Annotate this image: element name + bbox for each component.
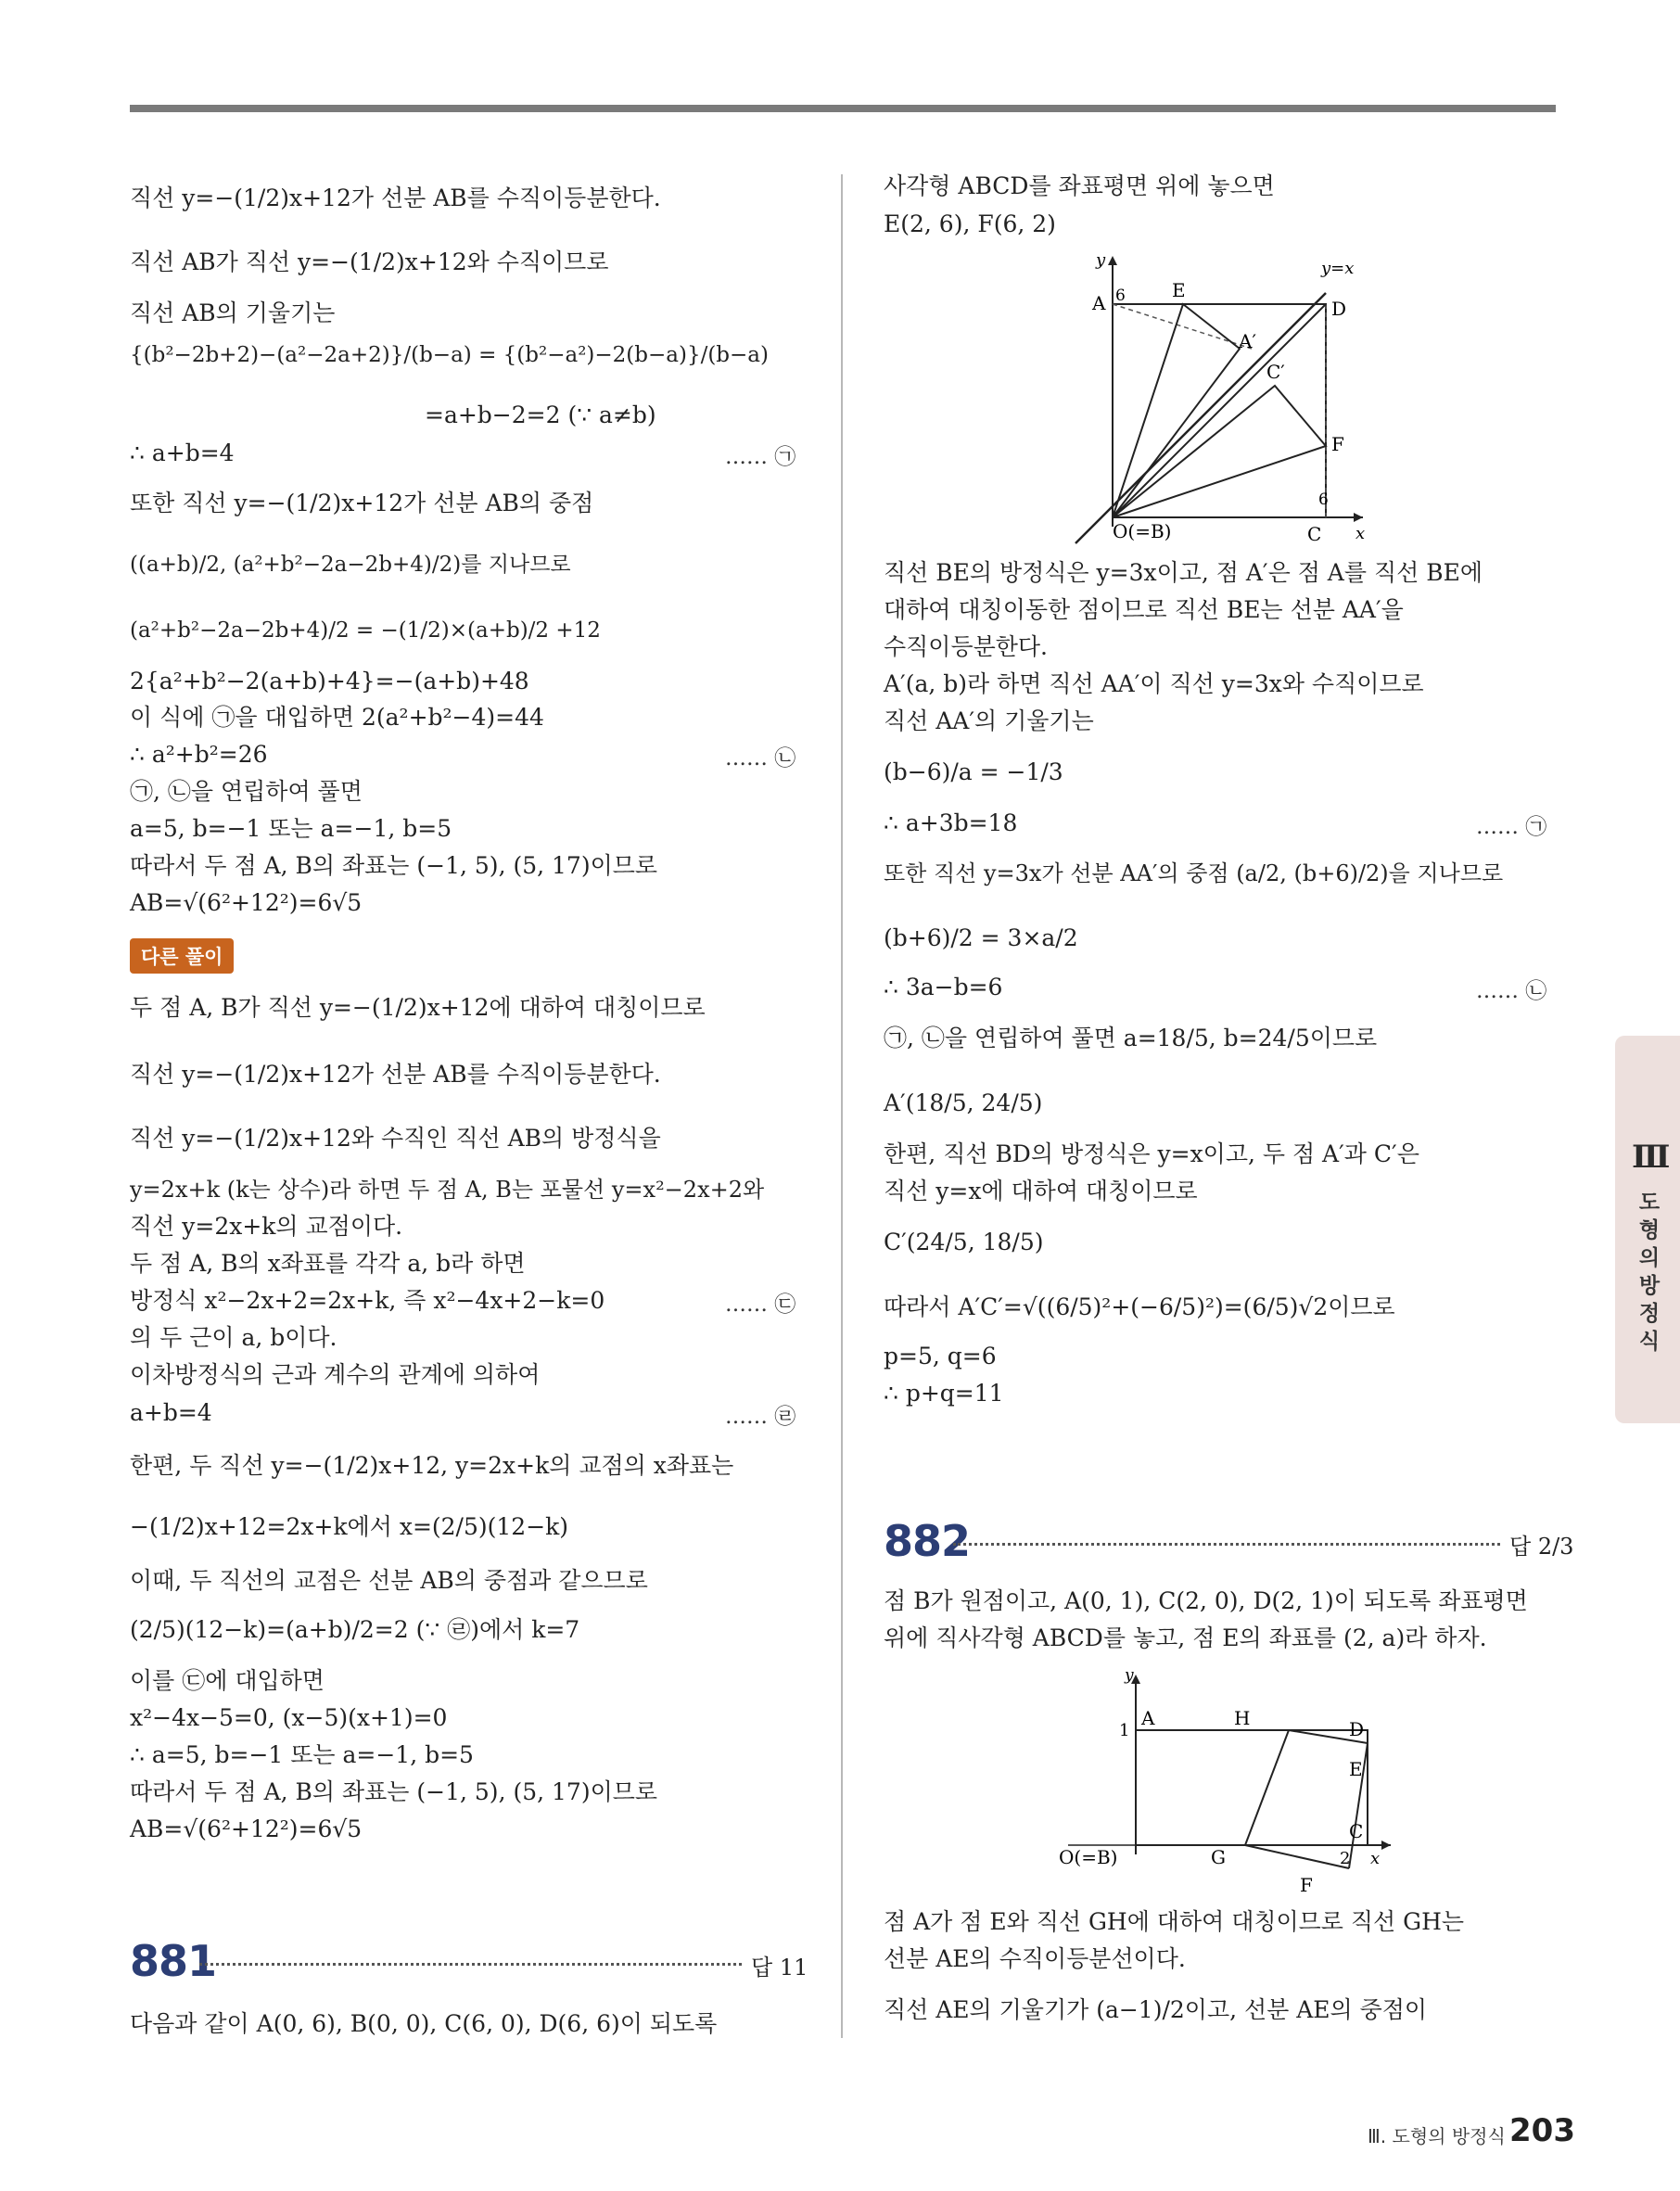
text-line: 대하여 대칭이동한 점이므로 직선 BE는 선분 AA′을 xyxy=(884,596,1404,623)
equation-line: ∴ p+q=11 xyxy=(884,1380,1004,1407)
equation-line: ∴ a+3b=18 xyxy=(884,809,1018,836)
footer-chapter: Ⅲ. 도형의 방정식 xyxy=(1368,2125,1506,2147)
equation-tag: …… ㉣ xyxy=(725,1405,796,1429)
equation-line: 따라서 A′C′=√((6/5)²+(−6/5)²)=(6/5)√2이므로 xyxy=(884,1293,1395,1320)
problem-number: 881 xyxy=(130,1936,217,1986)
text-line: 사각형 ABCD를 좌표평면 위에 놓으면 xyxy=(884,172,1275,199)
text-line: 또한 직선 y=3x가 선분 AA′의 중점 (a/2, (b+6)/2)을 지나므로 xyxy=(884,860,1504,886)
fig2-label: E xyxy=(1349,1758,1363,1780)
text-line: y=2x+k (k는 상수)라 하면 두 점 A, B는 포물선 y=x²−2x+2와 xyxy=(130,1177,765,1203)
text-line: 이를 ㉢에 대입하면 xyxy=(130,1667,325,1694)
equation-line: x²−4x−5=0, (x−5)(x+1)=0 xyxy=(130,1704,448,1731)
equation-line: =a+b−2=2 (∵ a≠b) xyxy=(425,401,656,428)
text-line: 직선 y=2x+k의 교점이다. xyxy=(130,1213,403,1240)
equation-tag: …… ㉠ xyxy=(1476,815,1547,839)
fig2-label: D xyxy=(1349,1718,1365,1740)
equation-line: ∴ a+b=4 xyxy=(130,439,235,466)
fig1-label: O(=B) xyxy=(1113,520,1172,542)
fig1-label: x xyxy=(1355,524,1366,543)
text-line: 따라서 두 점 A, B의 좌표는 (−1, 5), (5, 17)이므로 xyxy=(130,852,658,879)
fig2-label: y xyxy=(1125,1669,1134,1685)
chapter-roman-numeral: Ⅲ xyxy=(1632,1139,1671,1176)
fig1-label: y=x xyxy=(1321,259,1355,278)
equation-line: ∴ a²+b²=26 xyxy=(130,741,268,768)
equation-line: AB=√(6²+12²)=6√5 xyxy=(130,1815,363,1842)
text-line: 두 점 A, B가 직선 y=−(1/2)x+12에 대하여 대칭이므로 xyxy=(130,994,706,1021)
problem-dotted-leader xyxy=(199,1963,742,1966)
text-line: 직선 AA′의 기울기는 xyxy=(884,707,1094,734)
equation-line: ∴ a=5, b=−1 또는 a=−1, b=5 xyxy=(130,1741,474,1768)
text-line: 직선 AB가 직선 y=−(1/2)x+12와 수직이므로 xyxy=(130,248,609,275)
text-line: 의 두 근이 a, b이다. xyxy=(130,1324,337,1351)
text-line: 또한 직선 y=−(1/2)x+12가 선분 AB의 중점 xyxy=(130,490,594,516)
fig2-label: F xyxy=(1300,1874,1313,1892)
fig2-label: C xyxy=(1349,1820,1364,1842)
text-line: 직선 y=−(1/2)x+12가 선분 AB를 수직이등분한다. xyxy=(130,185,661,211)
equation-line: ∴ 3a−b=6 xyxy=(884,974,1003,1000)
text-line: 이때, 두 직선의 교점은 선분 AB의 중점과 같으므로 xyxy=(130,1567,648,1594)
fig2-label: 2 xyxy=(1340,1849,1351,1868)
fig2-label: 1 xyxy=(1119,1721,1130,1740)
fig2-label: H xyxy=(1234,1707,1251,1729)
equation-line: a=5, b=−1 또는 a=−1, b=5 xyxy=(130,815,452,842)
figure-square-reflection xyxy=(1057,248,1372,550)
text-line: 두 점 A, B의 x좌표를 각각 a, b라 하면 xyxy=(130,1250,526,1277)
text-line: 한편, 두 직선 y=−(1/2)x+12, y=2x+k의 교점의 x좌표는 xyxy=(130,1452,734,1479)
fig1-label: E xyxy=(1172,279,1186,301)
text-line: 직선 BE의 방정식은 y=3x이고, 점 A′은 점 A를 직선 BE에 xyxy=(884,559,1483,586)
text-line: 직선 y=−(1/2)x+12와 수직인 직선 AB의 방정식을 xyxy=(130,1125,661,1152)
problem-dotted-leader xyxy=(953,1543,1500,1546)
equation-tag: …… ㉢ xyxy=(725,1293,796,1317)
column-divider xyxy=(841,174,843,2038)
equation-line: A′(18/5, 24/5) xyxy=(884,1089,1043,1116)
fig1-label: F xyxy=(1331,433,1344,455)
fig2-label: G xyxy=(1211,1846,1226,1868)
text-line: 직선 AB의 기울기는 xyxy=(130,299,336,326)
equation-line: −(1/2)x+12=2x+k에서 x=(2/5)(12−k) xyxy=(130,1513,569,1540)
problem-answer: 답 2/3 xyxy=(1509,1534,1574,1560)
text-line: E(2, 6), F(6, 2) xyxy=(884,210,1056,237)
equation-line: (a²+b²−2a−2b+4)/2 = −(1/2)×(a+b)/2 +12 xyxy=(130,618,601,643)
text-line: 이 식에 ㉠을 대입하면 2(a²+b²−4)=44 xyxy=(130,704,544,731)
text-line: 수직이등분한다. xyxy=(884,633,1048,660)
text-line: 이차방정식의 근과 계수의 관계에 의하여 xyxy=(130,1361,541,1388)
equation-tag: …… ㉡ xyxy=(1476,979,1547,1003)
equation-line: (b−6)/a = −1/3 xyxy=(884,758,1063,785)
fig1-label: C xyxy=(1307,523,1322,545)
fig2-label: x xyxy=(1370,1849,1381,1868)
fig1-label: y xyxy=(1096,250,1106,270)
text-line: ㉠, ㉡을 연립하여 풀면 xyxy=(130,778,363,805)
fig1-label: A xyxy=(1092,292,1106,314)
figure-rectangle-fold xyxy=(1043,1669,1414,1892)
top-rule xyxy=(130,105,1556,112)
equation-tag: …… ㉡ xyxy=(725,746,796,771)
equation-tag: …… ㉠ xyxy=(725,445,796,469)
equation-line: ((a+b)/2, (a²+b²−2a−2b+4)/2)를 지나므로 xyxy=(130,553,571,577)
text-line: 점 A가 점 E와 직선 GH에 대하여 대칭이므로 직선 GH는 xyxy=(884,1908,1465,1935)
equation-line: (2/5)(12−k)=(a+b)/2=2 (∵ ㉣)에서 k=7 xyxy=(130,1616,580,1643)
text-line: 다음과 같이 A(0, 6), B(0, 0), C(6, 0), D(6, 6)이 되도록 xyxy=(130,2010,718,2037)
fig1-label: A′ xyxy=(1239,330,1256,352)
text-line: 직선 AE의 기울기가 (a−1)/2이고, 선분 AE의 중점이 xyxy=(884,1996,1428,2023)
fig1-label: D xyxy=(1331,298,1347,320)
fig1-label: 6 xyxy=(1115,287,1126,305)
equation-line: a+b=4 xyxy=(130,1399,212,1426)
equation-line: C′(24/5, 18/5) xyxy=(884,1229,1044,1255)
fig2-label: A xyxy=(1141,1707,1155,1729)
text-line: 점 B가 원점이고, A(0, 1), C(2, 0), D(2, 1)이 되도록 좌표평면 xyxy=(884,1587,1528,1614)
text-line: 선분 AE의 수직이등분선이다. xyxy=(884,1945,1186,1972)
problem-number: 882 xyxy=(884,1516,971,1566)
text-line: 따라서 두 점 A, B의 좌표는 (−1, 5), (5, 17)이므로 xyxy=(130,1778,658,1805)
text-line: 한편, 직선 BD의 방정식은 y=x이고, 두 점 A′과 C′은 xyxy=(884,1140,1419,1167)
text-line: A′(a, b)라 하면 직선 AA′이 직선 y=3x와 수직이므로 xyxy=(884,670,1424,697)
fig2-label: O(=B) xyxy=(1059,1846,1118,1868)
text-line: 직선 y=x에 대하여 대칭이므로 xyxy=(884,1178,1198,1204)
equation-line: p=5, q=6 xyxy=(884,1343,997,1369)
text-line: ㉠, ㉡을 연립하여 풀면 a=18/5, b=24/5이므로 xyxy=(884,1025,1378,1051)
page-number: 203 xyxy=(1509,2112,1575,2149)
alternative-solution-badge: 다른 풀이 xyxy=(130,938,234,974)
fig1-label: C′ xyxy=(1266,361,1285,383)
text-line: 직선 y=−(1/2)x+12가 선분 AB를 수직이등분한다. xyxy=(130,1061,661,1088)
fig1-label: 6 xyxy=(1318,490,1329,509)
equation-line: 방정식 x²−2x+2=2x+k, 즉 x²−4x+2−k=0 xyxy=(130,1287,605,1314)
equation-line: 2{a²+b²−2(a+b)+4}=−(a+b)+48 xyxy=(130,668,529,694)
problem-answer: 답 11 xyxy=(751,1955,808,1981)
text-line: 위에 직사각형 ABCD를 놓고, 점 E의 좌표를 (2, a)라 하자. xyxy=(884,1624,1487,1651)
equation-line: AB=√(6²+12²)=6√5 xyxy=(130,889,363,916)
equation-line: {(b²−2b+2)−(a²−2a+2)}/(b−a) = {(b²−a²)−2(b−a)}/(b−a) xyxy=(130,343,769,367)
chapter-side-title: 도형의 방정식 xyxy=(1638,1191,1661,1354)
equation-line: (b+6)/2 = 3×a/2 xyxy=(884,924,1078,951)
